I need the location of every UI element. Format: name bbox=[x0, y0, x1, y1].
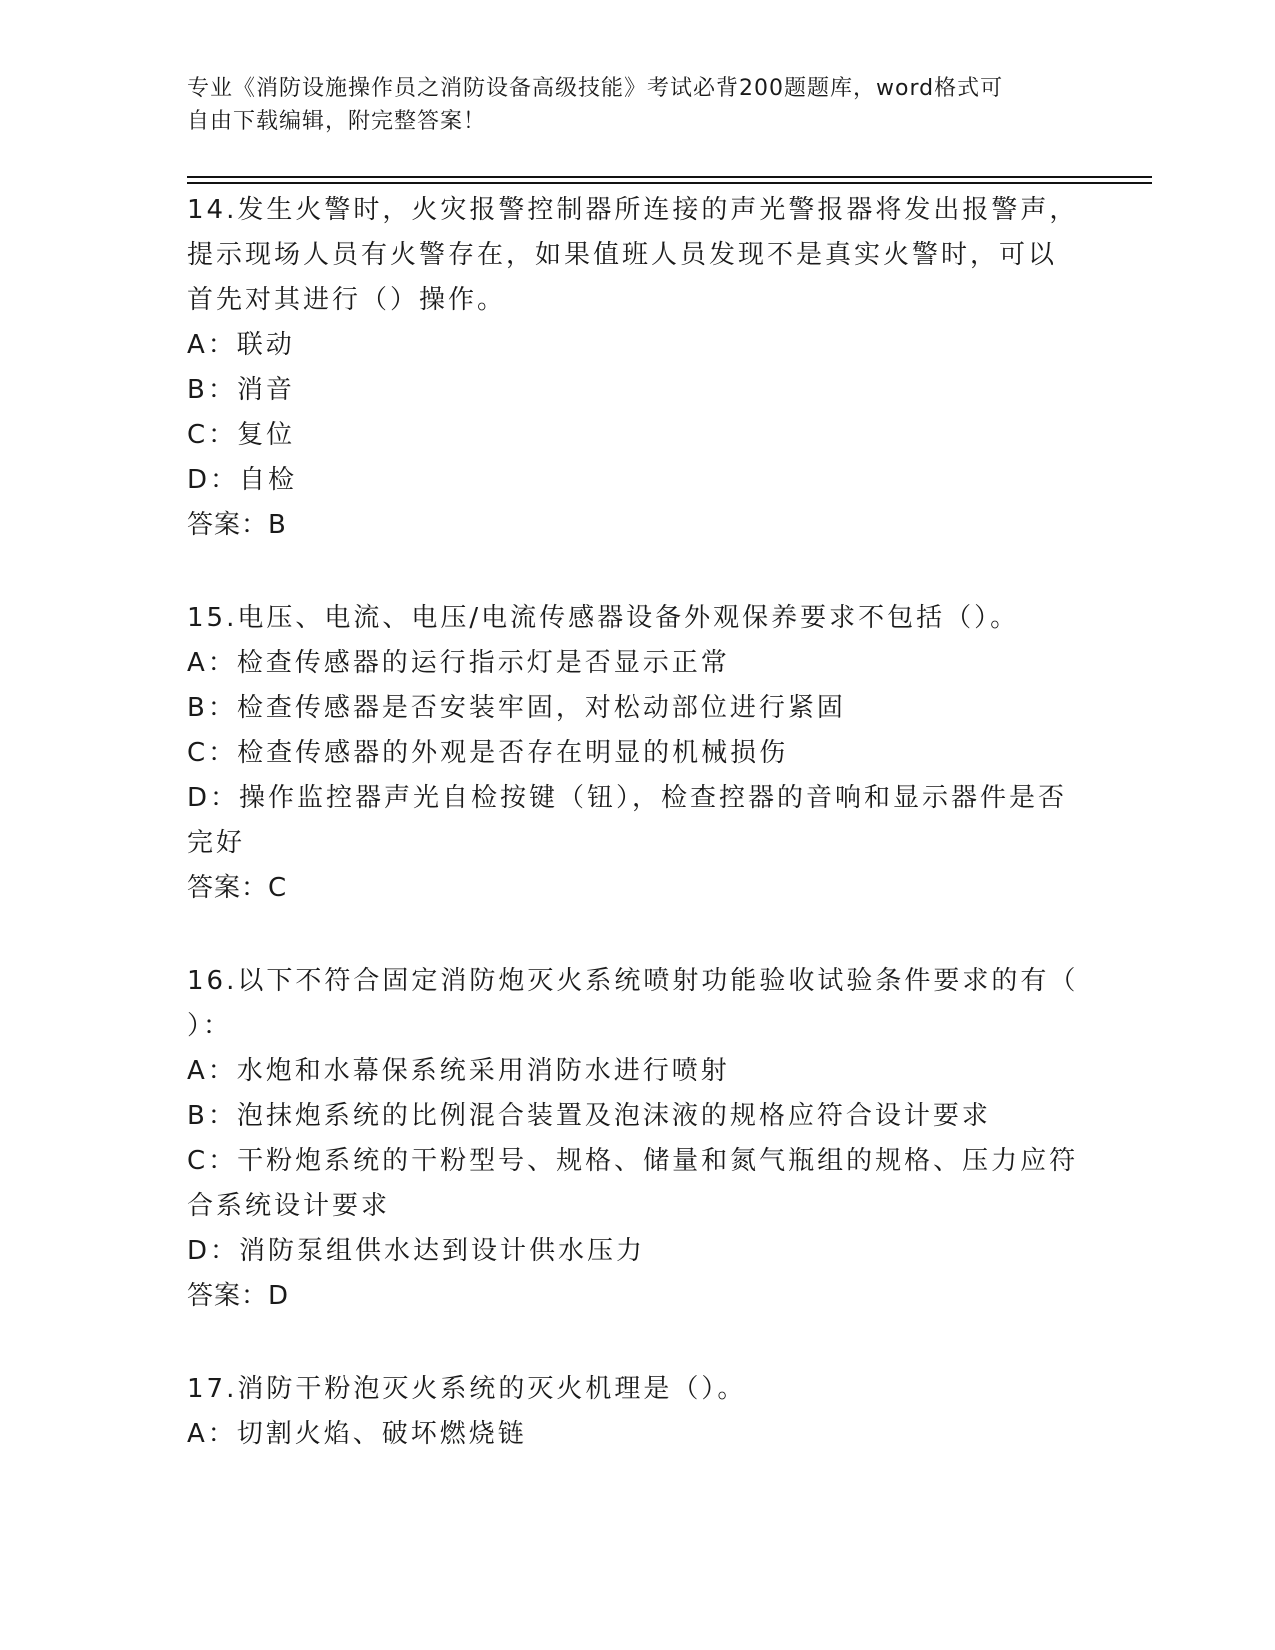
option-d-continued: 完好 bbox=[187, 828, 246, 858]
answer-line: 答案：D bbox=[187, 1281, 290, 1311]
question-stem-line: 提示现场人员有火警存在，如果值班人员发现不是真实火警时，可以 bbox=[187, 240, 1058, 270]
question-stem-line: 17.消防干粉泡灭火系统的灭火机理是（）。 bbox=[187, 1374, 747, 1404]
question-stem-line: ）： bbox=[187, 1011, 233, 1041]
question-15 bbox=[187, 596, 1087, 911]
option-a: A：切割火焰、破坏燃烧链 bbox=[187, 1419, 527, 1449]
question-stem-line: 14.发生火警时，火灾报警控制器所连接的声光警报器将发出报警声， bbox=[187, 195, 1079, 225]
question-14 bbox=[187, 188, 1087, 548]
header-divider-top bbox=[187, 176, 1152, 178]
option-c: C：干粉炮系统的干粉型号、规格、储量和氮气瓶组的规格、压力应符 bbox=[187, 1146, 1079, 1176]
option-d: D：自检 bbox=[187, 465, 298, 495]
option-b: B：检查传感器是否安装牢固，对松动部位进行紧固 bbox=[187, 693, 846, 723]
option-a: A：联动 bbox=[187, 330, 295, 360]
question-stem-line: 首先对其进行（）操作。 bbox=[187, 285, 507, 315]
question-stem-line: 16.以下不符合固定消防炮灭火系统喷射功能验收试验条件要求的有（ bbox=[187, 966, 1079, 996]
option-b: B：泡抹炮系统的比例混合装置及泡沫液的规格应符合设计要求 bbox=[187, 1101, 991, 1131]
option-b: B：消音 bbox=[187, 375, 295, 405]
option-c: C：检查传感器的外观是否存在明显的机械损伤 bbox=[187, 738, 789, 768]
option-d: D：消防泵组供水达到设计供水压力 bbox=[187, 1236, 646, 1266]
question-17 bbox=[187, 1367, 1087, 1457]
option-d: D：操作监控器声光自检按键（钮），检查控器的音响和显示器件是否 bbox=[187, 783, 1068, 813]
document-header bbox=[187, 72, 1067, 138]
header-line-1: 专业《消防设施操作员之消防设备高级技能》考试必背200题题库，word格式可 bbox=[187, 76, 1004, 101]
option-a: A：水炮和水幕保系统采用消防水进行喷射 bbox=[187, 1056, 730, 1086]
question-stem-line: 15.电压、电流、电压/电流传感器设备外观保养要求不包括（）。 bbox=[187, 603, 1020, 633]
header-line-2: 自由下载编辑，附完整答案！ bbox=[187, 109, 487, 134]
option-c-continued: 合系统设计要求 bbox=[187, 1191, 391, 1221]
answer-line: 答案：C bbox=[187, 873, 288, 903]
option-a: A：检查传感器的运行指示灯是否显示正常 bbox=[187, 648, 730, 678]
answer-line: 答案：B bbox=[187, 510, 287, 540]
question-16 bbox=[187, 959, 1087, 1319]
option-c: C：复位 bbox=[187, 420, 296, 450]
question-list bbox=[187, 188, 1087, 1505]
header-divider-bottom bbox=[187, 182, 1152, 184]
